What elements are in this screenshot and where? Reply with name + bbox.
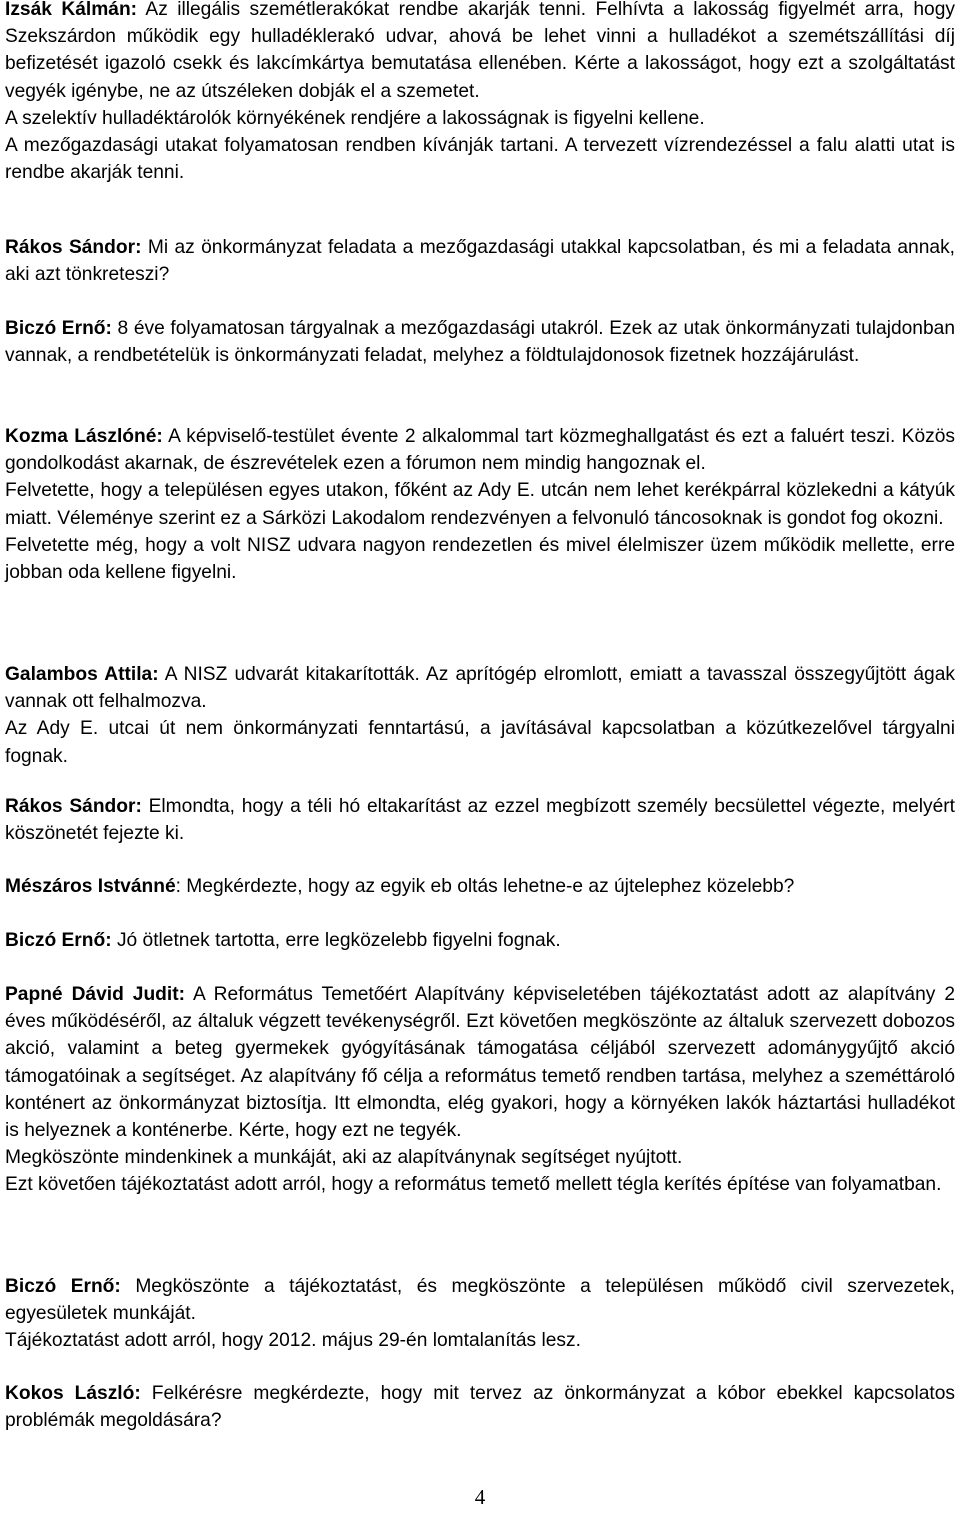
minutes-entry — [5, 661, 955, 770]
statement-text: A Református Temetőért Alapítvány képviseletében tájékoztatást adott az alapítvány 2 éves működéséről, az általuk végzett tevékenységről. Ezt követően megköszönte az általuk szervezett dobozos akció, valamint a beteg gyermekek gyógyításának támogatása céljából szervezett adománygyűjtő akció támogatóinak a segítséget. Az alapítvány fő célja a református temető rendben tartása, melyhez a szeméttároló konténert az önkormányzat biztosítja. Itt elmondta, elég gyakori, hogy a környéken lakók háztartási hulladékot is helyeznek a konténerbe. Kérte, hogy ezt ne tegyék. — [5, 984, 956, 1142]
minutes-entry — [5, 315, 955, 369]
speaker-name: Izsák Kálmán: — [5, 0, 138, 20]
statement-text: Megköszönte a tájékoztatást, és megköszönte a településen működő civil szervezetek, egyesületek munkáját. — [5, 1276, 955, 1325]
paragraph — [5, 0, 955, 105]
paragraph: A szelektív hulladéktárolók környékének rendjére a lakosságnak is figyelni kellene. — [5, 107, 705, 129]
statement-text: A képviselő-testület évente 2 alkalommal tart közmeghallgatást és ezt a faluért teszi. Közös gondolkodást akarnak, de észrevételek ezen a fórumon nem mindig hangoznak el. — [5, 426, 955, 475]
paragraph: Felvetette még, hogy a volt NISZ udvara nagyon rendezetlen és mivel élelmiszer üzem működik mellette, erre jobban oda kellene figyelni. — [5, 534, 955, 584]
paragraph — [5, 873, 955, 900]
paragraph — [5, 423, 955, 477]
speaker-name: Biczó Ernő: — [5, 1276, 121, 1297]
statement-text: Az illegális szemétlerakókat rendbe akarják tenni. Felhívta a lakosság figyelmét arra, hogy Szekszárdon működik egy hulladéklerakó udvar, ahová be lehet vinni a hulladékot a szemétszállítási díj befizetését igazoló csekk és lakcímkártya bemutatása ellenében. Kérte a lakosságot, hogy ezt a szolgáltatást vegyék igénybe, ne az útszéleken dobják el a szemetet. — [5, 0, 955, 102]
statement-text: Elmondta, hogy a téli hó eltakarítást az ezzel megbízott személy becsülettel végezte, melyért köszönetét fejezte ki. — [5, 796, 955, 845]
paragraph — [5, 927, 955, 954]
speaker-name: Papné Dávid Judit: — [5, 984, 186, 1005]
paragraph — [5, 981, 955, 1144]
paragraph — [5, 661, 955, 715]
paragraph: Felvetette, hogy a településen egyes utakon, főként az Ady E. utcán nem lehet kerékpárral közlekedni a kátyúk miatt. Véleménye szerint ez a Sárközi Lakodalom rendezvényen a felvonuló táncosoknak is gondot fog okozni. — [5, 480, 955, 529]
speaker-name: Mészáros Istvánné — [5, 876, 176, 897]
paragraph: Az Ady E. utcai út nem önkormányzati fenntartású, a javításával kapcsolatban a közútkezelővel tárgyalni fognak. — [5, 718, 955, 767]
minutes-entry — [5, 423, 955, 586]
paragraph — [5, 1273, 955, 1327]
speaker-name: Biczó Ernő: — [5, 318, 112, 339]
speaker-name: Rákos Sándor: — [5, 237, 142, 258]
statement-text: A NISZ udvarát kitakarították. Az aprítógép elromlott, emiatt a tavasszal összegyűjtött ágak vannak ott felhalmozva. — [5, 664, 955, 713]
minutes-entry — [5, 981, 955, 1199]
minutes-entry — [5, 793, 955, 847]
statement-text: Felkérésre megkérdezte, hogy mit tervez az önkormányzat a kóbor ebekkel kapcsolatos problémák megoldására? — [5, 1383, 955, 1432]
minutes-entry — [5, 0, 955, 186]
minutes-entry — [5, 234, 955, 288]
statement-text: Mi az önkormányzat feladata a mezőgazdasági utakkal kapcsolatban, és mi a feladata annak, aki azt tönkreteszi? — [5, 237, 955, 286]
paragraph: Ezt követően tájékoztatást adott arról, hogy a református temető mellett tégla kerítés építése van folyamatban. — [5, 1174, 942, 1196]
statement-text: 8 éve folyamatosan tárgyalnak a mezőgazdasági utakról. Ezek az utak önkormányzati tulajdonban vannak, a rendbetételük is önkormányzati feladat, melyhez a földtulajdonosok fizetnek hozzájárulást. — [5, 318, 955, 367]
statement-text: : Megkérdezte, hogy az egyik eb oltás lehetne-e az újtelephez közelebb? — [175, 876, 795, 897]
minutes-entry — [5, 873, 955, 900]
statement-text: Jó ötletnek tartotta, erre legközelebb figyelni fognak. — [111, 930, 561, 951]
paragraph — [5, 234, 955, 288]
speaker-name: Kozma Lászlóné: — [5, 426, 163, 447]
speaker-name: Biczó Ernő: — [5, 930, 112, 951]
minutes-entry — [5, 1273, 955, 1355]
page-number: 4 — [474, 1485, 486, 1509]
speaker-name: Galambos Attila: — [5, 664, 159, 685]
minutes-entry — [5, 1380, 955, 1434]
speaker-name: Rákos Sándor: — [5, 796, 142, 817]
paragraph — [5, 793, 955, 847]
paragraph — [5, 1380, 955, 1434]
paragraph: Megköszönte mindenkinek a munkáját, aki az alapítványnak segítséget nyújtott. — [5, 1147, 683, 1169]
minutes-entry — [5, 927, 955, 954]
paragraph: Tájékoztatást adott arról, hogy 2012. május 29-én lomtalanítás lesz. — [5, 1330, 581, 1352]
speaker-name: Kokos László: — [5, 1383, 141, 1404]
paragraph: A mezőgazdasági utakat folyamatosan rendben kívánják tartani. A tervezett vízrendezéssel a falu alatti utat is rendbe akarják tenni. — [5, 135, 955, 184]
paragraph — [5, 315, 955, 369]
